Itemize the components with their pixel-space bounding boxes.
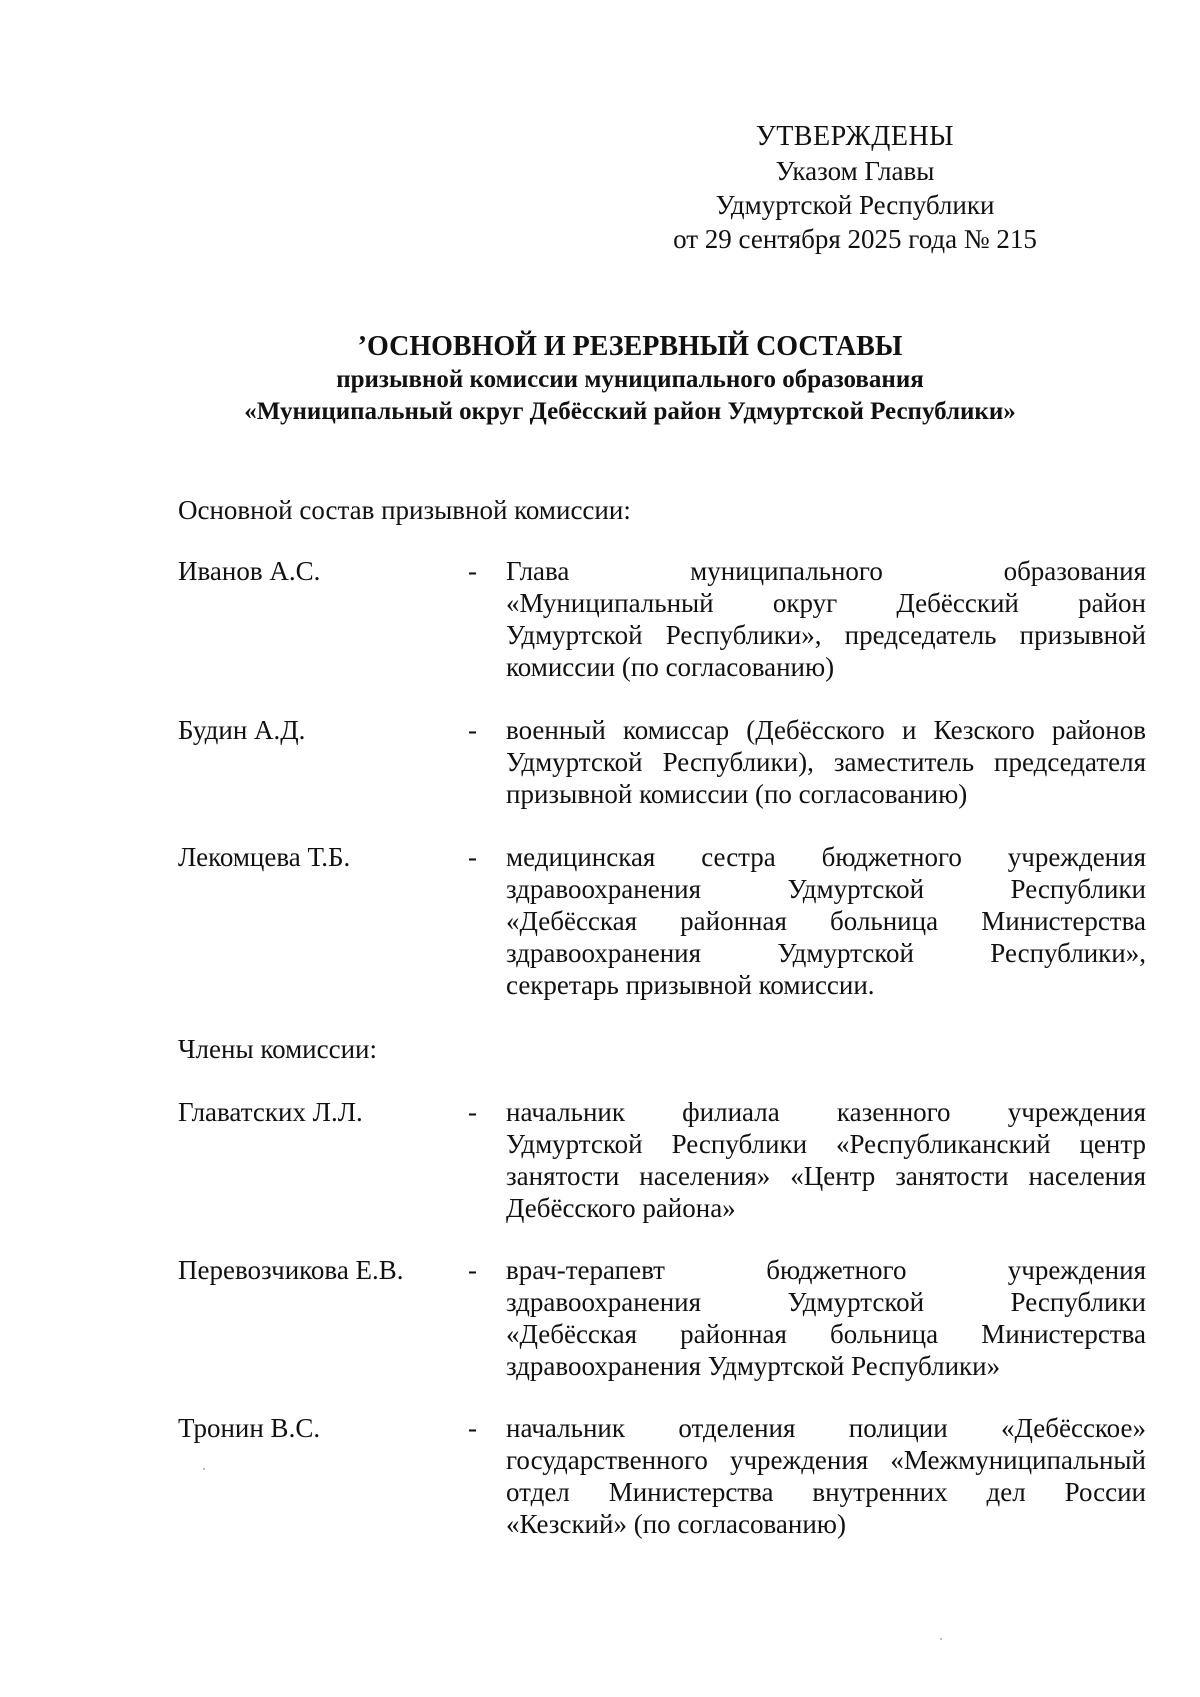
member-position: [506, 1412, 1146, 1540]
member-dash: -: [468, 1097, 477, 1127]
position-line: государственного учреждения «Межмуниципальный: [506, 1445, 1146, 1475]
document-heading: [150, 330, 1110, 428]
members-label: Члены комиссии:: [178, 1034, 377, 1064]
position-line: Удмуртской Республики), заместитель председателя: [506, 747, 1146, 777]
member-dash: -: [468, 715, 477, 745]
position-line: «Муниципальный округ Дебёсский район: [506, 588, 1146, 618]
position-line: здравоохранения Удмуртской Республики»: [506, 1351, 1001, 1381]
position-line: начальник филиала казенного учреждения: [506, 1097, 1146, 1127]
heading-title: ʼОСНОВНОЙ И РЕЗЕРВНЫЙ СОСТАВЫ: [357, 331, 903, 362]
position-line: «Дебёсская районная больница Министерства: [506, 1319, 1146, 1349]
member-position: [506, 841, 1146, 1001]
member-dash: -: [468, 842, 477, 872]
member-name: Главатских Л.Л.: [178, 1097, 363, 1127]
position-line: здравоохранения Удмуртской Республики»,: [506, 938, 1146, 968]
scan-speck: [940, 1638, 942, 1640]
position-line: секретарь призывной комиссии.: [506, 970, 875, 1000]
member-name: Тронин В.С.: [178, 1413, 321, 1443]
position-line: комиссии (по согласованию): [506, 652, 835, 682]
position-line: призывной комиссии (по согласованию): [506, 779, 968, 809]
position-line: врач-терапевт бюджетного учреждения: [506, 1255, 1146, 1285]
approval-block: [640, 120, 1070, 256]
position-line: военный комиссар (Дебёсского и Кезского районов: [506, 715, 1146, 745]
position-line: «Дебёсская районная больница Министерства: [506, 906, 1146, 936]
member-name: Перевозчикова Е.В.: [178, 1255, 404, 1285]
approval-line-1: Указом Главы: [775, 156, 935, 186]
member-name: Иванов А.С.: [178, 556, 321, 586]
position-line: медицинская сестра бюджетного учреждения: [506, 842, 1146, 872]
member-position: [506, 1254, 1146, 1382]
member-name: Лекомцева Т.Б.: [178, 842, 351, 872]
scan-speck: [203, 1468, 205, 1470]
position-line: «Кезский» (по согласованию): [506, 1509, 846, 1539]
position-line: Дебёсского района»: [506, 1193, 736, 1223]
approval-line-3: от 29 сентября 2025 года № 215: [673, 224, 1037, 254]
heading-subtitle-2: «Муниципальный округ Дебёсский район Удмуртской Республики»: [244, 398, 1016, 425]
approval-title: УТВЕРЖДЕНЫ: [755, 121, 955, 152]
position-line: отдел Министерства внутренних дел России: [506, 1477, 1146, 1507]
position-line: Удмуртской Республики», председатель призывной: [506, 620, 1146, 650]
heading-subtitle-1: призывной комиссии муниципального образования: [336, 366, 924, 393]
position-line: начальник отделения полиции «Дебёсское»: [506, 1413, 1146, 1443]
member-name: Будин А.Д.: [178, 715, 306, 745]
position-line: здравоохранения Удмуртской Республики: [506, 874, 1146, 904]
position-line: Удмуртской Республики «Республиканский центр: [506, 1129, 1146, 1159]
main-composition-label: Основной состав призывной комиссии:: [178, 495, 631, 525]
member-dash: -: [468, 1255, 477, 1285]
position-line: здравоохранения Удмуртской Республики: [506, 1287, 1146, 1317]
member-position: [506, 555, 1146, 683]
member-dash: -: [468, 1413, 477, 1443]
member-position: [506, 1096, 1146, 1224]
approval-line-2: Удмуртской Республики: [715, 190, 995, 220]
member-dash: -: [468, 556, 477, 586]
position-line: Глава муниципального образования: [506, 556, 1146, 586]
position-line: занятости населения» «Центр занятости населения: [506, 1161, 1146, 1191]
member-position: [506, 714, 1146, 810]
